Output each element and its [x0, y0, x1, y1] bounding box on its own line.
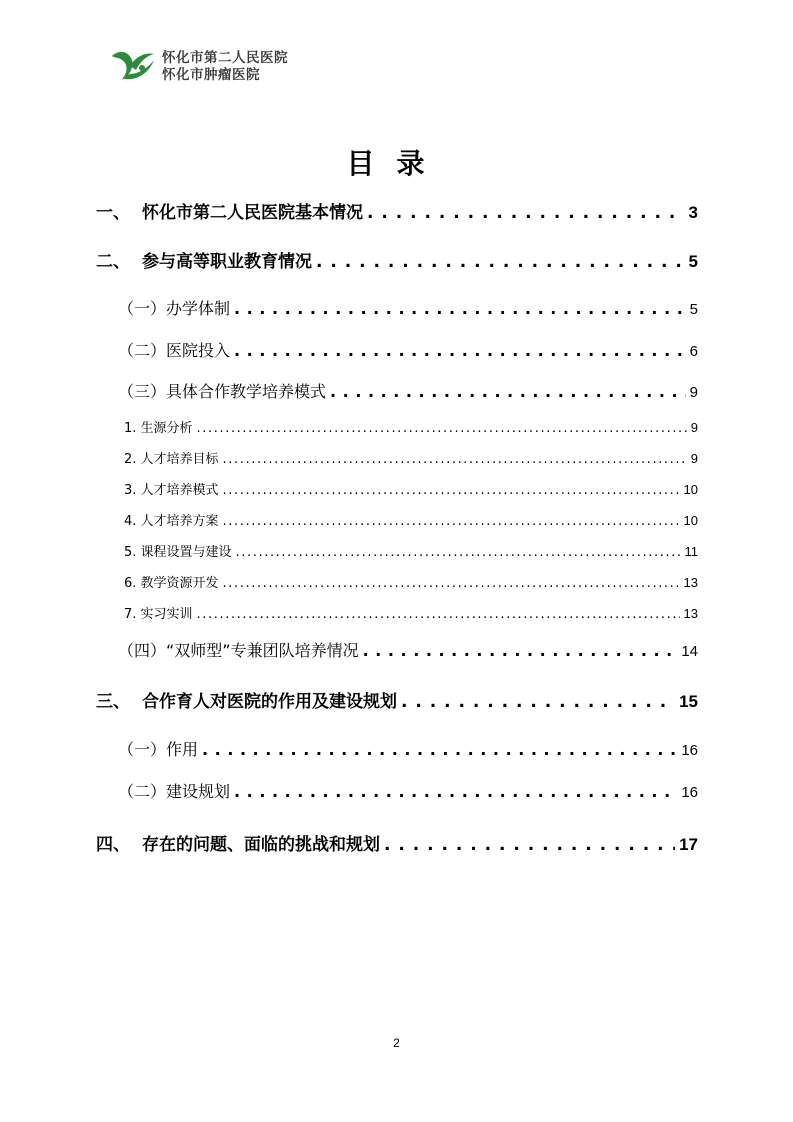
toc-entry-2-2[interactable]	[118, 338, 698, 361]
toc-entry-label: 2. 人才培养目标	[124, 452, 219, 467]
toc-entry-3[interactable]	[96, 687, 698, 712]
toc-entry-page: 5	[688, 252, 698, 271]
toc-entry-label: 怀化市第二人民医院基本情况	[142, 203, 363, 223]
toc-entry-2-3-3[interactable]	[124, 479, 698, 498]
toc-entry-2-3-2[interactable]	[124, 448, 698, 467]
toc-title: 目录	[346, 147, 447, 180]
toc-entry-3-2[interactable]	[118, 779, 698, 802]
toc-entry-page: 15	[679, 692, 698, 711]
toc-entry-label: （二）建设规划	[118, 782, 231, 801]
toc-entry-2-1[interactable]	[118, 296, 698, 319]
toc-leader-dots	[401, 692, 675, 712]
toc-entry-label: 4. 人才培养方案	[124, 514, 219, 529]
toc-entry-1[interactable]	[96, 198, 698, 223]
toc-entry-page: 10	[683, 482, 698, 497]
toc-entry-page: 17	[679, 835, 698, 854]
toc-leader-dots	[384, 835, 675, 855]
toc-leader-dots	[234, 782, 677, 801]
toc-entry-page: 6	[689, 343, 698, 360]
toc-leader-dots	[197, 607, 680, 622]
toc-entry-number: 三、	[96, 692, 130, 712]
toc-leader-dots	[202, 740, 677, 759]
toc-entry-2-3-4[interactable]	[124, 510, 698, 529]
toc-entry-page: 9	[689, 384, 698, 401]
toc-leader-dots	[223, 452, 687, 467]
toc-leader-dots	[316, 252, 685, 272]
toc-entry-label: 参与高等职业教育情况	[142, 252, 312, 272]
org-name-secondary: 怀化市肿瘤医院	[162, 67, 260, 83]
toc-entry-label: 合作育人对医院的作用及建设规划	[142, 692, 397, 712]
toc-entry-page: 9	[690, 420, 698, 435]
toc-leader-dots	[197, 421, 687, 436]
toc-entry-label: 3. 人才培养模式	[124, 483, 219, 498]
toc-entry-4[interactable]	[96, 830, 698, 855]
toc-entry-2-3[interactable]	[118, 379, 698, 402]
toc-entry-page: 5	[689, 301, 698, 318]
org-names	[162, 50, 288, 84]
toc-entry-number: 二、	[96, 252, 130, 272]
toc-entry-2-4[interactable]	[118, 638, 698, 661]
toc-entry-label: （一）办学体制	[118, 299, 231, 318]
toc-leader-dots	[367, 203, 685, 223]
toc-leader-dots	[223, 483, 680, 498]
toc-entry-page: 13	[683, 575, 698, 590]
toc-entry-page: 14	[681, 643, 698, 660]
toc-leader-dots	[234, 299, 686, 318]
toc-entry-page: 13	[683, 606, 698, 621]
toc-entry-2-3-7[interactable]	[124, 603, 698, 622]
toc-entry-label: 6. 教学资源开发	[124, 576, 219, 591]
toc-entry-page: 10	[683, 513, 698, 528]
toc-entry-2-3-6[interactable]	[124, 572, 698, 591]
toc-entry-3-1[interactable]	[118, 737, 698, 760]
toc-entry-page: 11	[684, 544, 698, 559]
toc-entry-2[interactable]	[96, 247, 698, 272]
toc-entry-label: （四）“双师型”专兼团队培养情况	[118, 641, 359, 660]
toc-leader-dots	[330, 382, 686, 401]
toc-entry-label: 1. 生源分析	[124, 421, 193, 436]
toc-entry-label: 5. 课程设置与建设	[124, 545, 232, 560]
toc-entry-page: 16	[681, 784, 698, 801]
org-name-primary: 怀化市第二人民医院	[162, 50, 288, 66]
toc-entry-label: 存在的问题、面临的挑战和规划	[142, 835, 380, 855]
toc-entry-label: （三）具体合作教学培养模式	[118, 382, 327, 401]
toc-entry-page: 3	[688, 203, 698, 222]
toc-leader-dots	[223, 576, 680, 591]
toc-entry-page: 9	[690, 451, 698, 466]
toc-leader-dots	[223, 514, 680, 529]
toc-entry-2-3-1[interactable]	[124, 417, 698, 436]
toc-entry-number: 一、	[96, 203, 130, 223]
toc-entry-number: 四、	[96, 835, 130, 855]
toc-leader-dots	[234, 341, 686, 360]
toc-entry-label: 7. 实习实训	[124, 607, 193, 622]
page-number: 2	[393, 1036, 400, 1050]
toc-leader-dots	[236, 545, 681, 560]
toc-leader-dots	[363, 641, 678, 660]
toc-entry-2-3-5[interactable]	[124, 541, 698, 560]
hospital-logo-icon	[108, 46, 158, 86]
toc-entry-page: 16	[681, 742, 698, 759]
toc-entry-label: （二）医院投入	[118, 341, 231, 360]
toc-entry-label: （一）作用	[118, 740, 199, 759]
